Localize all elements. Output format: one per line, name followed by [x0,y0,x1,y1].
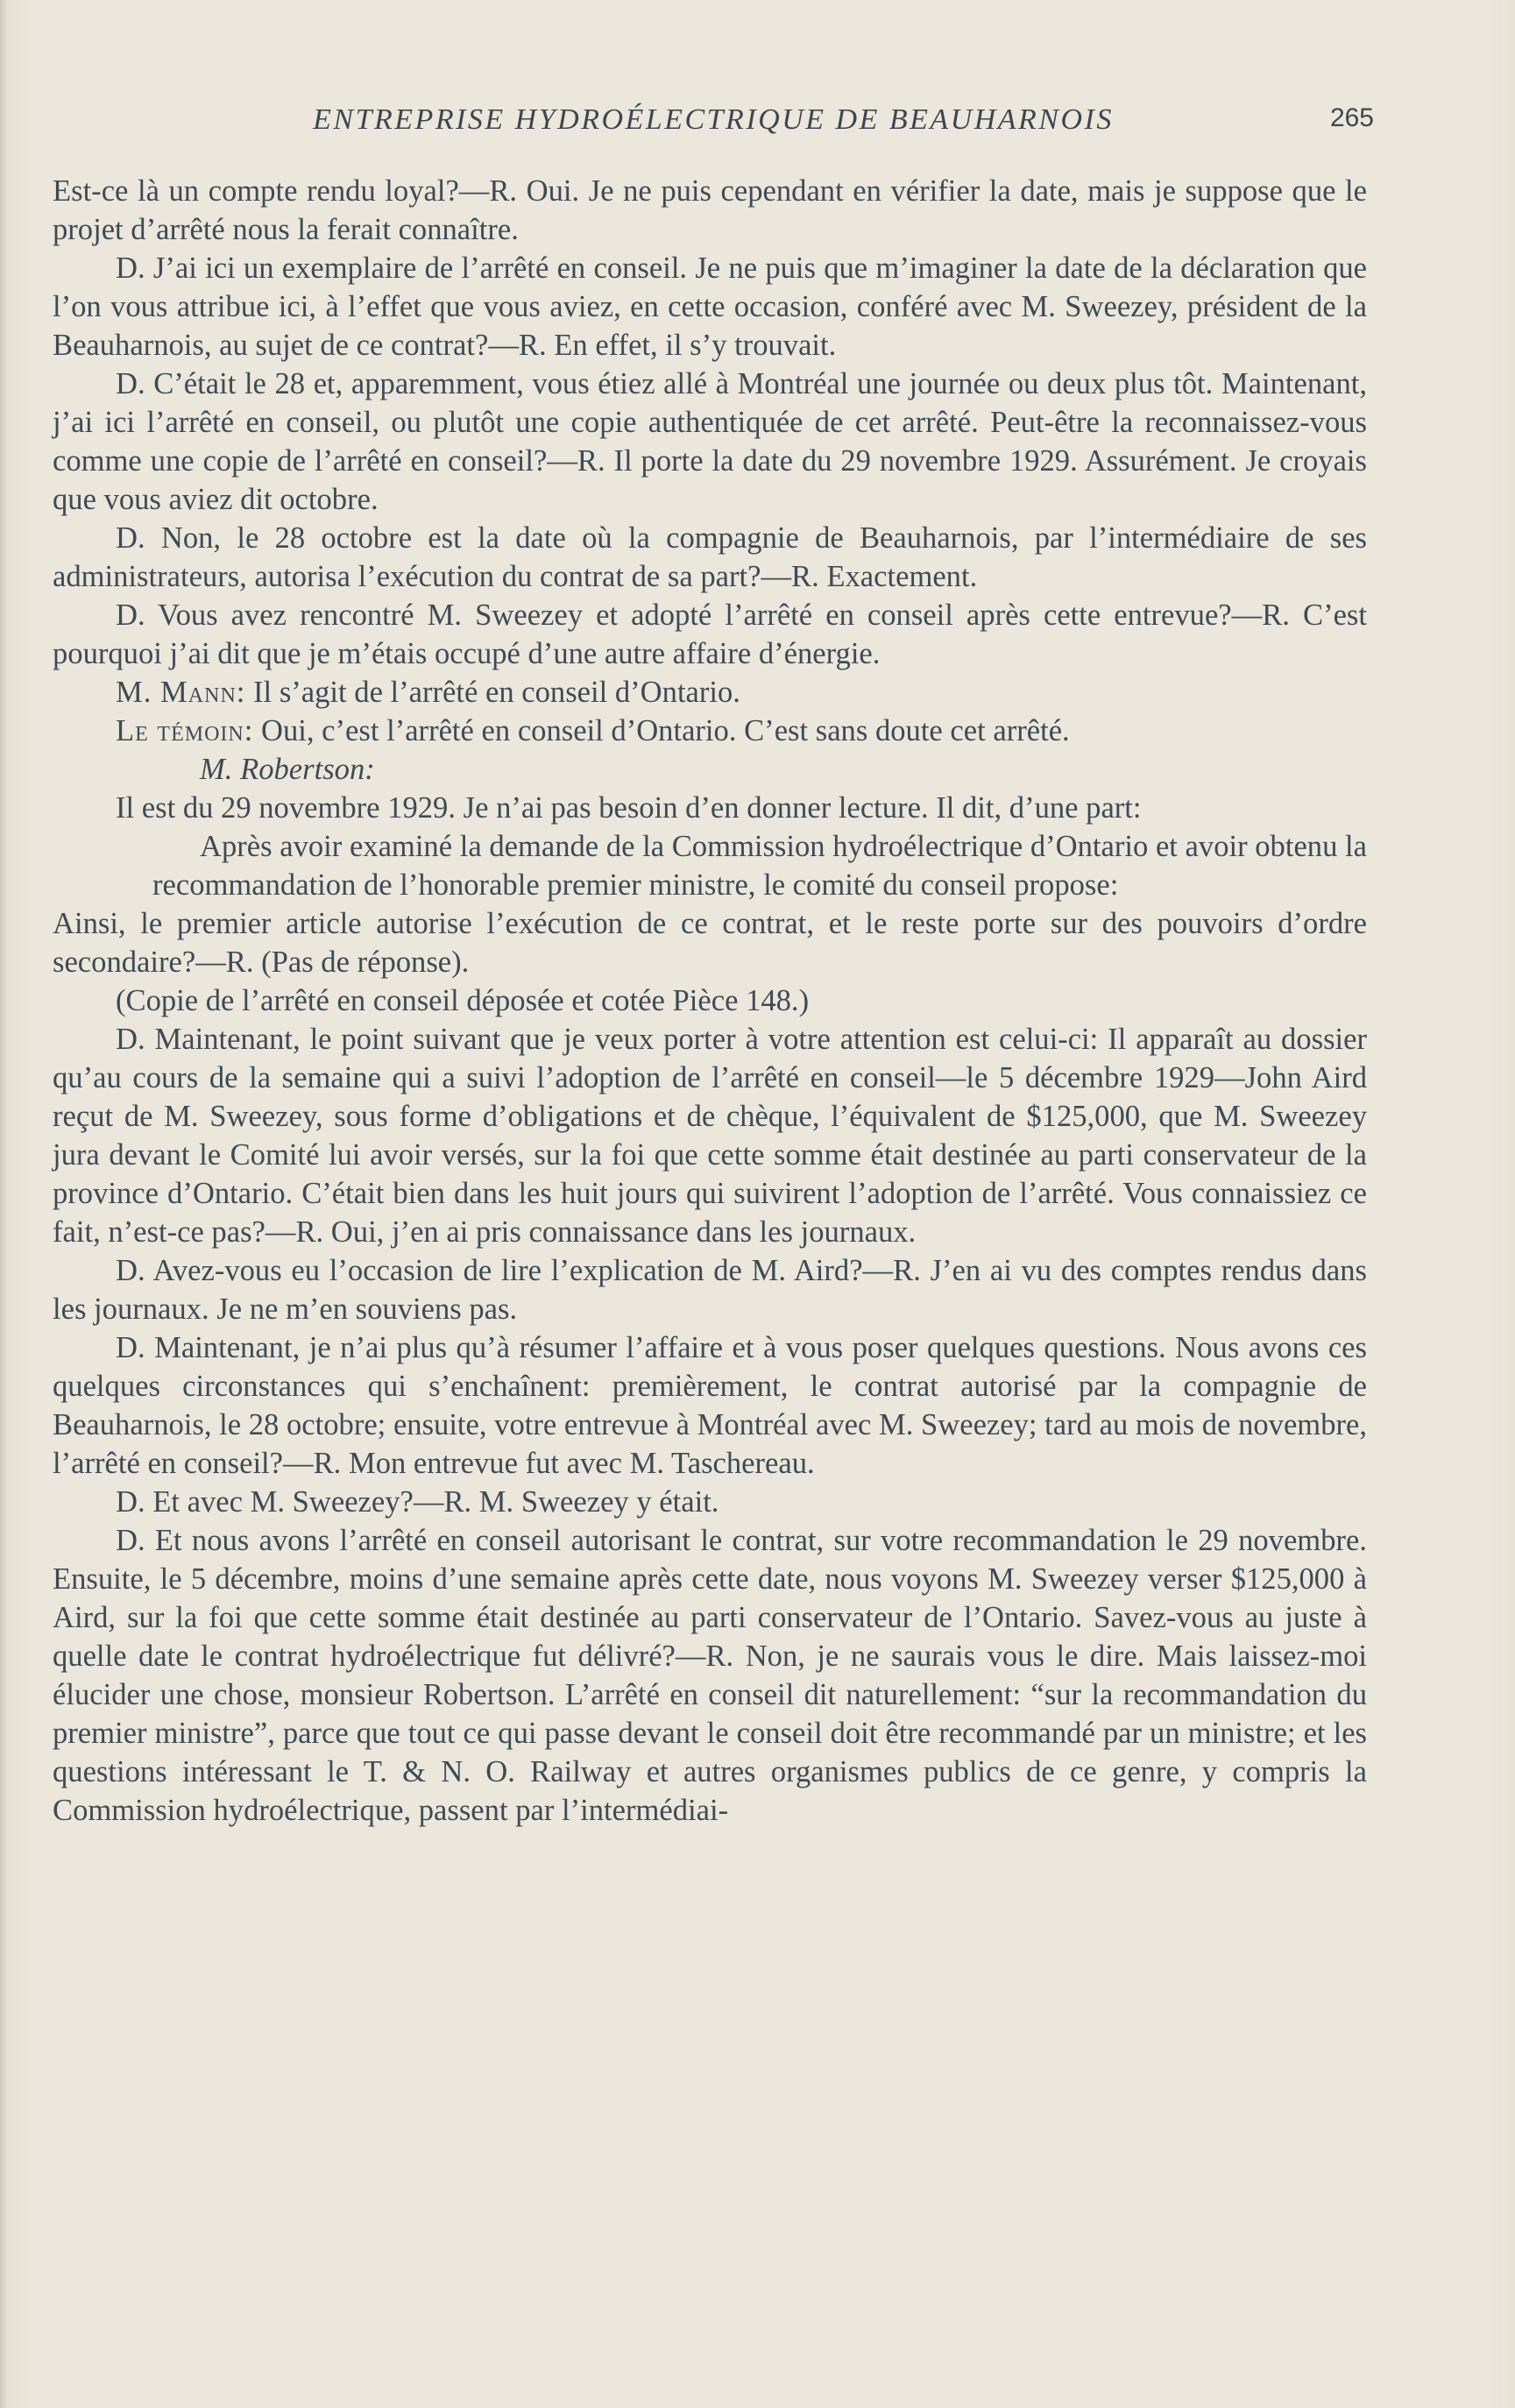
paragraph: D. Maintenant, je n’ai plus qu’à résumer l’affaire et à vous poser quelques questions. Nous avons ces quelques circonstances qui s’enchaînent: premièrement, le contrat autorisé par la compagnie de Beauharnois, le 28 octobre; ensuite, votre entrevue à Montréal avec M. Sweezey; tard au mois de novembre, l’arrêté en conseil?—R. Mon entrevue fut avec M. Taschereau. [53,1331,1367,1480]
paragraph: D. Et nous avons l’arrêté en conseil autorisant le contrat, sur votre recommandation le 29 novembre. Ensuite, le 5 décembre, moins d’une semaine après cette date, nous voyons M. Sweezey verser $125,000 à Aird, sur la foi que cette somme était destinée au parti conservateur de l’Ontario. Savez-vous au juste à quelle date le contrat hydroélectrique fut délivré?—R. Non, je ne saurais vous le dire. Mais laissez-moi élucider une chose, monsieur Robertson. L’arrêté en conseil dit naturellement: “sur la recommandation du premier ministre”, parce que tout ce qui passe devant le conseil doit être recommandé par un ministre; et les questions intéressant le T. & N. O. Railway et autres organismes publics de ce genre, y compris la Commission hydroélectrique, passent par l’intermédiai- [53,1524,1367,1827]
examiner-heading: M. Robertson: [200,753,375,786]
paragraph: D. C’était le 28 et, apparemment, vous étiez allé à Montréal une journée ou deux plus tôt. Maintenant, j’ai ici l’arrêté en conseil, ou plutôt une copie authentiquée de cet arrêté. Peut-être la reconnaissez-vous comme une copie de l’arrêté en conseil?—R. Il porte la date du 29 novembre 1929. Assurément. Je croyais que vous aviez dit octobre. [53,367,1367,516]
page-body [53,172,1367,1830]
paragraph: D. J’ai ici un exemplaire de l’arrêté en conseil. Je ne puis que m’imaginer la date de la déclaration que l’on vous attribue ici, à l’effet que vous aviez, en cette occasion, conféré avec M. Sweezey, président de la Beauharnois, au sujet de ce contrat?—R. En effet, il s’y trouvait. [53,251,1367,362]
paragraph: Ainsi, le premier article autorise l’exécution de ce contrat, et le reste porte sur des pouvoirs d’ordre secondaire?—R. (Pas de réponse). [53,907,1367,979]
exhibit-note: (Copie de l’arrêté en conseil déposée et cotée Pièce 148.) [116,984,810,1017]
paragraph: Est-ce là un compte rendu loyal?—R. Oui. Je ne puis cependant en vérifier la date, mais je suppose que le projet d’arrêté nous la ferait connaître. [53,174,1367,246]
speaker-paragraph-witness [53,712,1367,750]
speaker-paragraph-mann [53,673,1367,712]
paragraph: D. Et avec M. Sweezey?—R. M. Sweezey y était. [116,1485,719,1519]
paragraph: D. Non, le 28 octobre est la date où la compagnie de Beauharnois, par l’intermédiaire de ses administrateurs, autorisa l’exécution du contrat de sa part?—R. Exactement. [53,521,1367,593]
speaker-text: Il s’agit de l’arrêté en conseil d’Ontario. [253,676,740,709]
running-title: ENTREPRISE HYDROÉLECTRIQUE DE BEAUHARNOIS [313,103,1114,136]
paragraph: D. Maintenant, le point suivant que je veux porter à votre attention est celui-ci: Il apparaît au dossier qu’au cours de la semaine qui a suivi l’adoption de l’arrêté en conseil—le 5 décembre 1929—John Aird reçut de M. Sweezey, sous forme d’obligations et de chèque, l’équivalent de $125,000, que M. Sweezey jura devant le Comité lui avoir versés, sur la foi que cette somme était destinée au parti conservateur de la province d’Ontario. C’était bien dans les huit jours qui suivirent l’adoption de l’arrêté. Vous connaissiez ce fait, n’est-ce pas?—R. Oui, j’en ai pris connaissance dans les journaux. [53,1023,1367,1249]
speaker-name: M. Mann: [116,676,246,709]
page-header [53,103,1374,147]
speaker-name: Le témoin: [116,714,254,747]
paragraph: D. Vous avez rencontré M. Sweezey et adopté l’arrêté en conseil après cette entrevue?—R. C’est pourquoi j’ai dit que je m’étais occupé d’une autre affaire d’énergie. [53,598,1367,670]
page-spine-shadow [0,0,7,2408]
paragraph: D. Avez-vous eu l’occasion de lire l’explication de M. Aird?—R. J’en ai vu des comptes rendus dans les journaux. Je ne m’en souviens pas. [53,1254,1367,1326]
paragraph: Il est du 29 novembre 1929. Je n’ai pas besoin d’en donner lecture. Il dit, d’une part: [116,791,1142,825]
page-number: 265 [1329,103,1374,132]
block-quote: Après avoir examiné la demande de la Commission hydroélectrique d’Ontario et avoir obtenu la recommandation de l’honorable premier ministre, le comité du conseil propose: [152,830,1367,902]
speaker-text: Oui, c’est l’arrêté en conseil d’Ontario. C’est sans doute cet arrêté. [261,714,1070,747]
